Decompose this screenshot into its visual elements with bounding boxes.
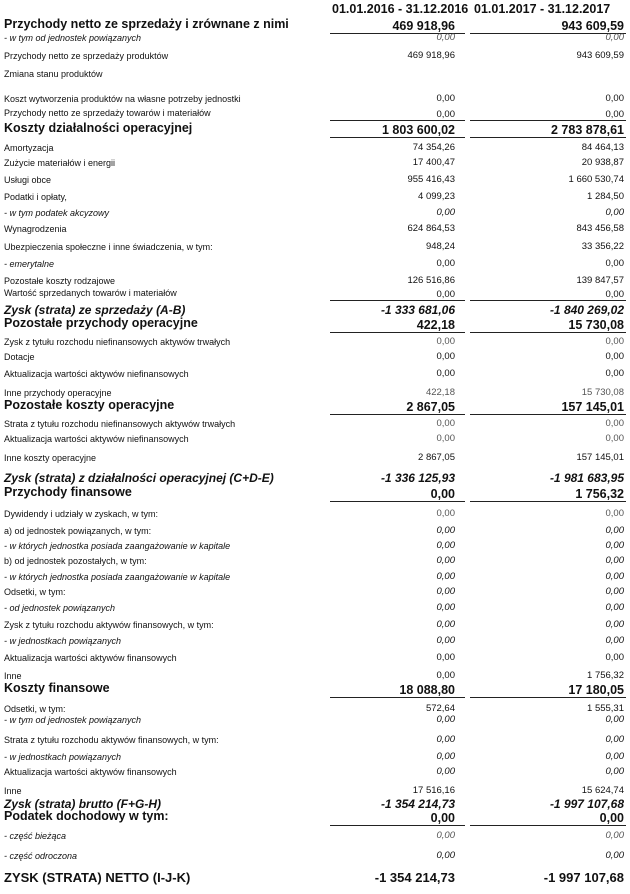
value-2017: 0,00 [605, 830, 624, 841]
value-2017: 1 284,50 [587, 191, 624, 202]
row-label: Zysk z tytułu rozchodu aktywów finansowych, w tym: [4, 620, 214, 630]
row-label: Pozostałe koszty operacyjne [4, 398, 175, 412]
statement-row [0, 706, 630, 726]
value-2016: 2 867,05 [418, 452, 455, 463]
row-label: - część bieżąca [4, 831, 67, 841]
row-label: - w tym od jednostek powiązanych [4, 33, 142, 43]
row-label: Pozostałe przychody operacyjne [4, 316, 198, 330]
value-2017: 0,00 [605, 850, 624, 861]
value-2017: 0,00 [605, 714, 624, 725]
value-2017: 20 938,87 [581, 157, 624, 168]
row-label: Podatek dochodowy w tym: [4, 809, 169, 823]
row-label: Amortyzacja [4, 143, 54, 153]
statement-row [0, 24, 630, 44]
row-label: Odsetki, w tym: [4, 587, 66, 597]
column-header-2016: 01.01.2016 - 31.12.2016 [332, 2, 469, 16]
row-label: Podatki i opłaty, [4, 192, 67, 202]
value-2016: 0,00 [436, 714, 455, 725]
row-label: - od jednostek powiązanych [4, 603, 116, 613]
value-2017: 0,00 [605, 207, 624, 218]
row-label: a) od jednostek powiązanych, w tym: [4, 526, 152, 536]
value-2016: 126 516,86 [407, 275, 455, 286]
row-label: Wynagrodzenia [4, 224, 67, 234]
value-2017: 1 660 530,74 [568, 174, 624, 185]
value-2017: 0,00 [599, 811, 624, 825]
value-2017: 0,00 [605, 555, 624, 566]
value-2016: 2 867,05 [406, 400, 455, 414]
row-label: - w jednostkach powiązanych [4, 636, 122, 646]
value-2016: -1 333 681,06 [380, 303, 455, 317]
row-label: Zysk (strata) ze sprzedaży (A-B) [4, 303, 186, 317]
value-2016: 0,00 [430, 487, 455, 501]
value-2016: 74 354,26 [412, 142, 455, 153]
statement-row [0, 425, 630, 445]
value-2017: 0,00 [605, 619, 624, 630]
row-label: Strata z tytułu rozchodu niefinansowych aktywów trwałych [4, 419, 236, 429]
statement-row [0, 644, 630, 664]
value-2017: -1 997 107,68 [549, 797, 624, 811]
row-label: Koszty działalności operacyjnej [4, 121, 193, 135]
value-2016: 0,00 [436, 830, 455, 841]
value-2016: 0,00 [436, 652, 455, 663]
value-2016: 0,00 [436, 289, 455, 300]
value-2016: 572,64 [425, 703, 455, 714]
value-2017: 0,00 [605, 635, 624, 646]
row-label: Inne [4, 671, 22, 681]
row-label: ZYSK (STRATA) NETTO (I-J-K) [4, 870, 191, 885]
value-2017: 843 456,58 [576, 223, 624, 234]
statement-row [0, 215, 630, 235]
value-2016: 0,00 [436, 32, 455, 43]
value-2017: 1 756,32 [587, 670, 624, 681]
row-label: Usługi obce [4, 175, 52, 185]
value-2017: -1 840 269,02 [549, 303, 624, 317]
value-2016: 0,00 [436, 508, 455, 519]
value-2017: 17 180,05 [568, 683, 624, 697]
column-header-2017: 01.01.2017 - 31.12.2017 [474, 2, 611, 16]
value-2016: 0,00 [436, 540, 455, 551]
value-2016: 469 918,96 [407, 50, 455, 61]
row-label: - w jednostkach powiązanych [4, 752, 122, 762]
value-2016: 0,00 [436, 258, 455, 269]
value-2016: 0,00 [436, 368, 455, 379]
value-2017: 1 555,31 [587, 703, 624, 714]
value-2016: 0,00 [436, 751, 455, 762]
value-2017: 0,00 [605, 751, 624, 762]
statement-row [0, 360, 630, 380]
row-label: Ubezpieczenia społeczne i inne świadczenia, w tym: [4, 242, 213, 252]
value-2017: 84 464,13 [581, 142, 624, 153]
value-2016: 4 099,23 [418, 191, 455, 202]
statement-row [0, 866, 630, 886]
value-2016: 0,00 [436, 433, 455, 444]
value-2017: 0,00 [605, 433, 624, 444]
statement-row [0, 42, 630, 62]
row-label: Aktualizacja wartości aktywów niefinansowych [4, 369, 189, 379]
value-2016: 948,24 [425, 241, 455, 252]
value-2016: 0,00 [436, 109, 455, 120]
row-label: Aktualizacja wartości aktywów niefinansowych [4, 434, 189, 444]
value-2017: 943 609,59 [576, 50, 624, 61]
statement-row [0, 60, 630, 80]
row-label: Przychody netto ze sprzedaży towarów i materiałów [4, 108, 211, 118]
row-label: - w których jednostka posiada zaangażowanie w kapitale [4, 541, 231, 551]
row-label: Zużycie materiałów i energii [4, 158, 116, 168]
statement-row [0, 482, 630, 502]
statement-row [0, 444, 630, 464]
value-2017: 1 756,32 [575, 487, 624, 501]
value-2016: -1 354 214,73 [380, 797, 455, 811]
value-2017: 0,00 [605, 418, 624, 429]
value-2016: 0,00 [436, 670, 455, 681]
value-2017: 0,00 [605, 652, 624, 663]
value-2016: 17 516,16 [412, 785, 455, 796]
value-2017: 0,00 [605, 586, 624, 597]
value-2017: 0,00 [605, 734, 624, 745]
statement-row [0, 822, 630, 842]
row-label: Inne przychody operacyjne [4, 388, 112, 398]
row-label: Aktualizacja wartości aktywów finansowych [4, 653, 177, 663]
value-2017: 33 356,22 [581, 241, 624, 252]
value-2016: 0,00 [436, 850, 455, 861]
row-label: Koszt wytworzenia produktów na własne potrzeby jednostki [4, 94, 241, 104]
row-label: Przychody netto ze sprzedaży produktów [4, 51, 169, 61]
row-label: Inne koszty operacyjne [4, 453, 97, 463]
row-label: Aktualizacja wartości aktywów finansowych [4, 767, 177, 777]
value-2017: 0,00 [605, 525, 624, 536]
row-label: Inne [4, 786, 22, 796]
value-2016: 0,00 [436, 207, 455, 218]
value-2016: 624 864,53 [407, 223, 455, 234]
row-label: - część odroczona [4, 851, 78, 861]
value-2016: 0,00 [436, 602, 455, 613]
row-label: - emerytalne [4, 259, 55, 269]
statement-row [0, 758, 630, 778]
value-2017: -1 981 683,95 [549, 471, 624, 485]
row-label: Dotacje [4, 352, 35, 362]
value-2016: 469 918,96 [392, 19, 455, 33]
row-label: Zysk (strata) brutto (F+G-H) [4, 797, 162, 811]
value-2017: 15 730,08 [568, 318, 624, 332]
value-2017: 0,00 [605, 602, 624, 613]
value-2017: 15 730,08 [581, 387, 624, 398]
value-2017: 157 145,01 [576, 452, 624, 463]
value-2017: 0,00 [605, 540, 624, 551]
value-2017: 0,00 [605, 368, 624, 379]
row-label: Koszty finansowe [4, 681, 110, 695]
row-label: Przychody finansowe [4, 485, 132, 499]
value-2017: 0,00 [605, 109, 624, 120]
row-label: Strata z tytułu rozchodu aktywów finansowych, w tym: [4, 735, 219, 745]
value-2016: 422,18 [416, 318, 455, 332]
value-2016: 18 088,80 [399, 683, 455, 697]
value-2016: 0,00 [436, 93, 455, 104]
value-2016: 0,00 [436, 586, 455, 597]
value-2016: 0,00 [436, 418, 455, 429]
value-2016: 0,00 [436, 555, 455, 566]
value-2017: 0,00 [605, 571, 624, 582]
value-2017: 2 783 878,61 [551, 123, 624, 137]
value-2017: 139 847,57 [576, 275, 624, 286]
value-2016: 1 803 600,02 [382, 123, 455, 137]
value-2016: 0,00 [436, 766, 455, 777]
value-2016: 17 400,47 [412, 157, 455, 168]
value-2017: 0,00 [605, 766, 624, 777]
value-2016: 0,00 [436, 635, 455, 646]
value-2017: -1 997 107,68 [543, 870, 624, 885]
row-label: Zysk (strata) z działalności operacyjnej (C+D-E) [4, 471, 274, 485]
value-2017: 943 609,59 [561, 19, 624, 33]
row-label: Przychody netto ze sprzedaży i zrównane z nimi [4, 17, 289, 31]
value-2016: 0,00 [436, 336, 455, 347]
row-label: Dywidendy i udziały w zyskach, w tym: [4, 509, 159, 519]
row-label: - w których jednostka posiada zaangażowanie w kapitale [4, 572, 231, 582]
row-label: Pozostałe koszty rodzajowe [4, 276, 116, 286]
value-2017: 0,00 [605, 289, 624, 300]
value-2016: 0,00 [436, 619, 455, 630]
value-2016: -1 354 214,73 [374, 870, 455, 885]
value-2016: 0,00 [430, 811, 455, 825]
value-2017: 0,00 [605, 32, 624, 43]
row-label: Wartość sprzedanych towarów i materiałów [4, 288, 177, 298]
value-2016: 0,00 [436, 525, 455, 536]
row-label: b) od jednostek pozostałych, w tym: [4, 556, 147, 566]
value-2017: 0,00 [605, 336, 624, 347]
value-2016: 0,00 [436, 351, 455, 362]
value-2017: 15 624,74 [581, 785, 624, 796]
value-2017: 0,00 [605, 258, 624, 269]
value-2016: -1 336 125,93 [380, 471, 455, 485]
value-2017: 0,00 [605, 351, 624, 362]
value-2016: 0,00 [436, 734, 455, 745]
row-label: Zmiana stanu produktów [4, 69, 103, 79]
row-label: - w tym podatek akcyzowy [4, 208, 110, 218]
value-2017: 0,00 [605, 508, 624, 519]
value-2016: 422,18 [425, 387, 455, 398]
value-2016: 955 416,43 [407, 174, 455, 185]
row-label: - w tym od jednostek powiązanych [4, 715, 142, 725]
value-2017: 0,00 [605, 93, 624, 104]
value-2016: 0,00 [436, 571, 455, 582]
value-2017: 157 145,01 [561, 400, 624, 414]
statement-row [0, 842, 630, 862]
row-label: Odsetki, w tym: [4, 704, 66, 714]
row-label: Zysk z tytułu rozchodu niefinansowych aktywów trwałych [4, 337, 231, 347]
